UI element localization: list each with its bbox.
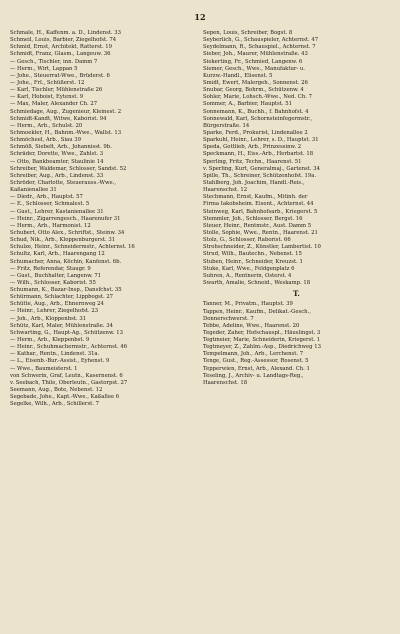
- directory-entry: Schürmann, Schlachter, Lippbogst. 27: [10, 294, 114, 301]
- directory-entry: — Heinr., Zigarrengesch., Haarenufer 31: [10, 215, 121, 222]
- directory-entry: Schmidt-Kandt, Witwe, Kaborist. 94: [10, 115, 107, 122]
- directory-entry: Sohler, Marie, Lohsch.-Wwe., Ned. Ch. 7: [203, 94, 312, 101]
- directory-entry: Schütz, Karl, Maler, Mühlenstraße. 34: [10, 322, 113, 329]
- page-number: 12: [194, 12, 206, 22]
- directory-entry: Steinweg, Karl, Bahnhofsarb., Kriegerst. 5: [203, 208, 318, 215]
- directory-entry: Tebbe, Adeline, Wwe., Haarenst. 20: [203, 322, 300, 329]
- directory-entry: Schultz, Karl, Arb., Haarengang 12: [10, 251, 105, 258]
- directory-entry: Stuben, Heinr., Schneider, Kreuzst. 1: [203, 258, 303, 265]
- directory-entry: Smidt, Ewert, Malergeh., Sonnenst. 26: [203, 79, 308, 86]
- directory-entry: Seyberlich, G., Schauspieler, Achternst. 47: [203, 37, 319, 44]
- directory-entry: v. Sperling, Kurt, Generalmaj., Gartenst. 34: [203, 165, 320, 172]
- directory-columns: [10, 30, 390, 627]
- directory-entry: — Wwe., Baumeisterst. 1: [10, 365, 78, 372]
- directory-entry: Strohschneider, Z., Künstler, Lambertist. 10: [203, 244, 321, 251]
- directory-entry: Schmid, Ernst, Architekt, Ratterst. 19: [10, 44, 113, 51]
- directory-entry: Stahlberg, Joh. Joachim, Handl.-Reis.,: [203, 179, 305, 186]
- directory-entry: Tenge, Gust., Reg.-Assessor, Rosenst. 5: [203, 358, 309, 365]
- directory-entry: — Herm., Arb., Kleppenbst. 9: [10, 337, 90, 344]
- directory-entry: Schröder, Charlotte, Steuerauss.-Wwe.,: [10, 179, 117, 186]
- directory-entry: Tegtmeier, Marie, Schneiderin, Kriegerst. 1: [203, 337, 321, 344]
- directory-entry: Stolle, Sophie, Wwe., Rentn., Haarenst. 21: [203, 229, 318, 236]
- directory-entry: — Otto, Bankbeamter, Staulinie 14: [10, 158, 104, 165]
- directory-entry: — Kathar., Rentn., Lindenst. 31a.: [10, 351, 100, 358]
- directory-entry: Schumann, K., Bazar-Insp., Dansfchst. 35: [10, 287, 122, 294]
- right-column: [203, 30, 390, 627]
- directory-entry: Schud, Nik., Arb., Kloppenburgerst. 31: [10, 237, 116, 244]
- directory-entry: Spille, Th., Schreiner, Schützenhofst. 19a.: [203, 172, 317, 179]
- directory-entry: Kaßanienallee 31: [10, 187, 57, 194]
- directory-entry: Teseling, J., Archiv- u. Landtags-Reg.,: [203, 372, 304, 379]
- directory-entry: Steuer, Heinr., Rentmstr., Aust. Damm 5: [203, 222, 312, 229]
- directory-entry: Strud, Wilh., Bautechn., Nebenst. 15: [203, 251, 302, 258]
- directory-entry: — Joh., Arb., Kloppenbst. 31: [10, 315, 87, 322]
- directory-entry: Stechmann, Ernst, Kaufm., Mitinh. der: [203, 194, 308, 201]
- directory-entry: Sonnemann, K., Buchh., f. Bahnhofst. 4: [203, 108, 309, 115]
- directory-entry: von Schwerin, Graf, Leutn., Kasernenst. 6: [10, 372, 123, 379]
- directory-entry: Schubert, Otto Alex., Schriftst., Steinw. 34: [10, 229, 125, 236]
- directory-entry: Seydelmann, R., Schauspiel., Achternst. 7: [203, 44, 316, 51]
- directory-entry: Schreiber, Waldemar, Schlosser, Sandst. 52: [10, 165, 127, 172]
- directory-entry: — Gust., Buchhalter, Langenw. 71: [10, 272, 102, 279]
- directory-entry: Schreiber, Aug., Arb., Lindenst. 33: [10, 172, 104, 179]
- directory-entry: Siekerting, Fr., Schmied, Langenw. 6: [203, 58, 303, 65]
- directory-entry: — Gesch., Tischler, inn. Damm 7: [10, 58, 98, 65]
- directory-entry: — Herm., Wirt, Lappan 5: [10, 65, 78, 72]
- directory-entry: — Wilh., Schlosser, Kaborist. 55: [10, 279, 96, 286]
- directory-entry: Firma Iakobsheim. Eisent., Achternst. 44: [203, 201, 314, 208]
- directory-entry: Schumacher, Anna, Köchin, Kanfenst. 6b.: [10, 258, 122, 265]
- directory-entry: — Diedr., Arb., Hauptst. 57: [10, 194, 83, 201]
- directory-entry: Sepen, Louis, Schreiber, Bogst. 8: [203, 30, 293, 36]
- directory-entry: — Heinr., Lehrer, Ziegelhofst. 23: [10, 308, 99, 315]
- directory-entry: — E., Schlosser, Schmalest. 5: [10, 201, 90, 208]
- directory-entry: Schmoekler, H., Bahnm.-Wwe., Wallst. 13: [10, 129, 122, 136]
- directory-entry: Speckmann, H., Eiss.-Arb., Herbartst. 18: [203, 151, 314, 158]
- directory-entry: Swarth, Amalie, Schneid., Weskamp. 18: [203, 279, 311, 286]
- directory-entry: — Herm., Arb., Harmonist. 12: [10, 222, 91, 229]
- directory-entry: Haarenschst. 18: [203, 379, 248, 386]
- directory-entry: Kurzw.-Handl., Elisenst. 5: [203, 72, 273, 79]
- directory-entry: Sperling, Fritz, Techn., Haarenst. 51: [203, 158, 302, 165]
- directory-entry: — Max, Maler, Alexander Ch. 27: [10, 101, 98, 108]
- left-column: [10, 30, 197, 627]
- directory-entry: Haarenschst. 12: [203, 187, 248, 194]
- directory-entry: Schmöcheel, Arb., Siau 39: [10, 137, 82, 144]
- directory-entry: Segelke, Wilh., Arb., Schillerst. 7: [10, 401, 100, 408]
- directory-entry: Stemmler, Joh., Schlosser, Bergst. 16: [203, 215, 303, 222]
- directory-entry: — Herm., Arb., Schulst. 20: [10, 122, 83, 129]
- directory-entry: v. Seebach, Thile, Oberleutn., Gastorpst. 27: [10, 379, 128, 386]
- directory-entry: — Fritz, Referendar, Staugr. 9: [10, 265, 91, 272]
- directory-entry: Tanner, M., Privatm., Hauptst. 39: [203, 301, 293, 308]
- directory-entry: Tappen, Heinr., Kaufm., Delikat.-Gesch.,: [203, 308, 311, 315]
- directory-entry: Speda, Gottlieb, Arb., Prinzessinw. 2: [203, 144, 302, 151]
- directory-entry: — Gust., Lehrer, Kastanienallee 31: [10, 208, 104, 215]
- directory-entry: Stolz, G., Schlosser, Raborist. 66: [203, 237, 291, 244]
- directory-entry: — Karl, Hoboist, Eytenst. 9: [10, 94, 84, 101]
- directory-entry: Schmeil, Louis, Barbier, Ziegelhofst. 74: [10, 37, 117, 44]
- directory-entry: Schräder, Dorette, Wwe., Zahlst. 3: [10, 151, 104, 158]
- directory-entry: Schulze, Heinr., Schneidermstr., Achternst. 16: [10, 244, 135, 251]
- directory-entry: Schmiedage, Aug., Zugenieur, Kleinest. 2: [10, 108, 122, 115]
- directory-entry: Schütte, Aug., Arb., Ehnernweg 24: [10, 301, 104, 308]
- directory-entry: Segebade, Johe., Kapt.-Wwe., Kaßallee 6: [10, 394, 120, 401]
- directory-entry: — Heinr., Schuhmachermstr., Achternst. 46: [10, 344, 128, 351]
- directory-entry: Tepperwien, Ernst, Arb., Alexand. Ch. 1: [203, 365, 310, 372]
- directory-entry: Seemann, Aug., Bote, Nebenst. 12: [10, 387, 103, 394]
- directory-entry: Tempelmann, Joh., Arb., Lerchenst. 7: [203, 351, 304, 358]
- directory-entry: Schmöß, Siebelt, Arb., Johannisst. 9b.: [10, 144, 112, 151]
- directory-entry: Schmale, H., Kaffenm. a. D., Lindenst. 33: [10, 30, 122, 36]
- directory-entry: Tegtmeyer, Z., Zahlm.-Asp., Diedrichweg 13: [203, 344, 321, 351]
- directory-entry: Donnerschwerst. 7: [203, 315, 254, 322]
- directory-entry: Sonnewald, Karl, Schornsteinfegermstr.,: [203, 115, 313, 122]
- directory-entry: Sparke, Ferd., Prokurist, Lindenallee 2: [203, 129, 308, 136]
- directory-entry: Snubar, Georg, Bohrm., Schützenw. 4: [203, 87, 304, 94]
- directory-entry: — Johe., Steuerrat-Wwe., Brüderst. 6: [10, 72, 110, 79]
- directory-entry: — Karl, Tischler, Mühlenstraße 26: [10, 87, 103, 94]
- directory-entry: Schwarting, G., Haupt-Ag., Schützenw. 13: [10, 329, 123, 336]
- directory-entry: — L., Eisenb.-Bur.-Assist., Eyhenst. 9: [10, 358, 110, 365]
- directory-entry: Siemer, Gesch., Wwe., Manufaktur- u.: [203, 65, 305, 72]
- directory-entry: — Johe., Frl., Schüßerst. 12: [10, 79, 85, 86]
- section-letter: T.: [293, 289, 300, 299]
- directory-entry: Stuke, Karl, Wwe., Feldgenplatz 6: [203, 265, 295, 272]
- directory-entry: Schmidt, Franz, Glasm., Langeuw. 36: [10, 51, 111, 58]
- directory-entry: Suhren, A., Rentnerin, Osterst. 4: [203, 272, 292, 279]
- directory-entry: Sparkuhl, Heinr., Lehrer, s. D., Hauptst. 31: [203, 137, 319, 144]
- directory-entry: Sieber, Joh., Maurer, Mühlenstraße. 43: [203, 51, 308, 58]
- directory-entry: Tegeder, Zaher, Hofschauspl., Häuslingst. 3: [203, 329, 321, 336]
- directory-entry: Bürgerstraße. 14: [203, 122, 250, 129]
- directory-entry: Sommer, A., Barbier, Hauptst. 51: [203, 101, 292, 108]
